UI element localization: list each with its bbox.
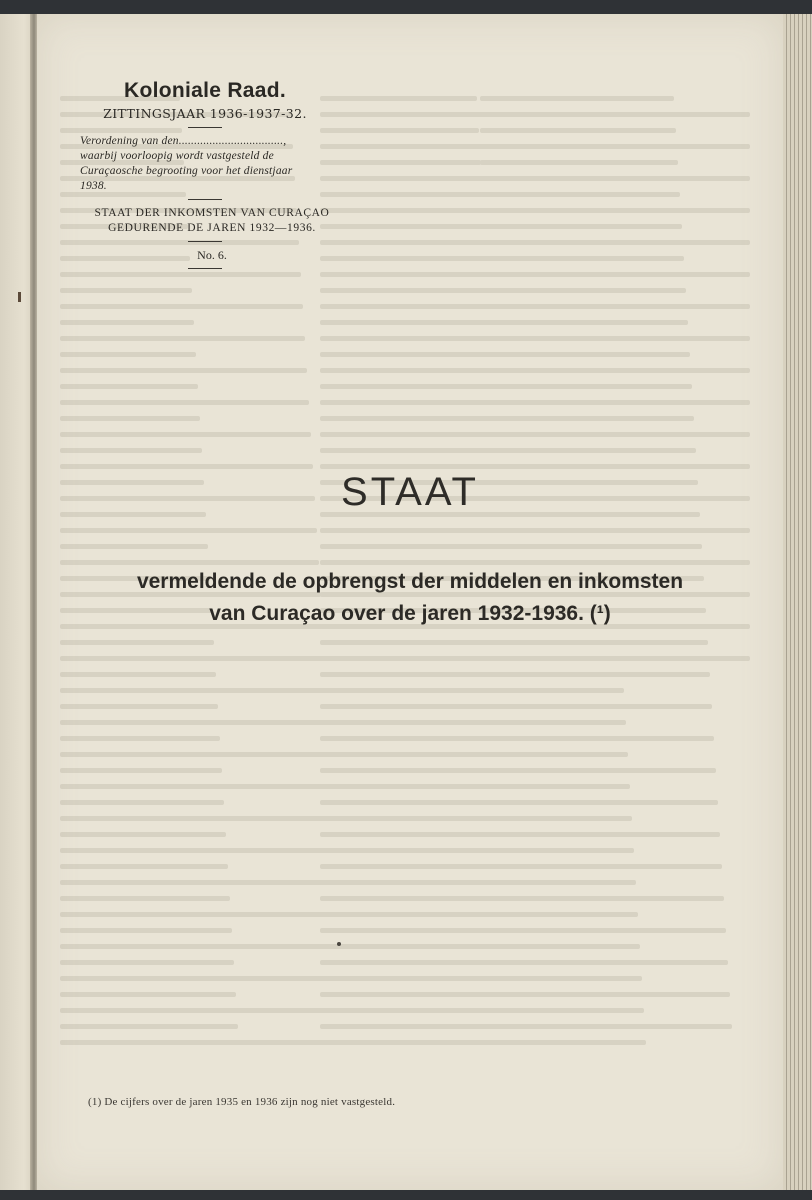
- council-name: Koloniale Raad.: [123, 79, 287, 102]
- footnote: (1) De cijfers over de jaren 1935 en 1936 zijn nog niet vastgesteld.: [88, 1096, 396, 1108]
- divider: [188, 268, 222, 269]
- ordinance-line: Verordening van den..................................,: [80, 135, 287, 147]
- margin-mark: [18, 292, 21, 302]
- statement-heading: [60, 206, 350, 236]
- ordinance-text: [60, 134, 350, 194]
- statement-line: STAAT DER INKOMSTEN VAN CURAÇAO: [94, 207, 330, 219]
- page-stack-edge: [783, 14, 812, 1190]
- statement-line: GEDURENDE DE JAREN 1932—1936.: [108, 222, 316, 234]
- page-title: STAAT: [341, 470, 479, 514]
- session-year: ZITTINGSJAAR 1936-1937-32.: [103, 106, 307, 121]
- divider: [188, 127, 222, 128]
- divider: [188, 199, 222, 200]
- subtitle-line: van Curaçao over de jaren 1932-1936. (¹): [209, 602, 611, 625]
- subtitle-line: vermeldende de opbrengst der middelen en inkomsten: [136, 570, 684, 593]
- document-number: No. 6.: [197, 248, 227, 262]
- document-header: [60, 78, 350, 275]
- ordinance-line: Curaçaosche begrooting voor het dienstjaar: [80, 165, 293, 177]
- ordinance-line: waarbij voorloopig wordt vastgesteld de: [80, 150, 274, 162]
- ink-dot: [337, 942, 341, 946]
- ordinance-line: 1938.: [80, 180, 107, 192]
- page-subtitle: [37, 566, 783, 630]
- divider: [188, 241, 222, 242]
